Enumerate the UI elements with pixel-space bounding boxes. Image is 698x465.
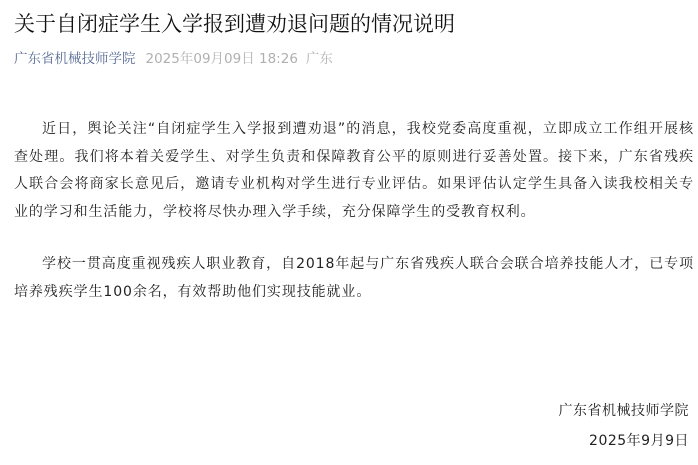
article-title: 关于自闭症学生入学报到遭劝退问题的情况说明 (14, 12, 455, 36)
article-body (14, 116, 694, 306)
body-paragraph: 近日，舆论关注“自闭症学生入学报到遭劝退”的消息，我校党委高度重视，立即成立工作组开展核查处理。我们将本着关爱学生、对学生负责和保障教育公平的原则进行妥善处置。接下来，广东省残疾人联合会将商家长意见后，邀请专业机构对学生进行专业评估。如果评估认定学生具备入读我校相关专业的学习和生活能力，学校将尽快办理入学手续，充分保障学生的受教育权利。 (14, 121, 694, 220)
signature-block (559, 396, 690, 456)
signature-organization: 广东省机械技师学院 (558, 403, 689, 419)
signature-date: 2025年9月9日 (589, 433, 689, 449)
body-paragraph: 学校一贯高度重视残疾人职业教育，自2018年起与广东省残疾人联合会联合培养技能人才，已专项培养残疾学生100余名，有效帮助他们实现技能就业。 (14, 256, 694, 300)
publish-timestamp: 2025年09月09日 18:26 (145, 51, 298, 67)
publish-location: 广东 (305, 51, 333, 67)
article-meta (14, 49, 333, 69)
author-link[interactable]: 广东省机械技师学院 (14, 51, 136, 67)
